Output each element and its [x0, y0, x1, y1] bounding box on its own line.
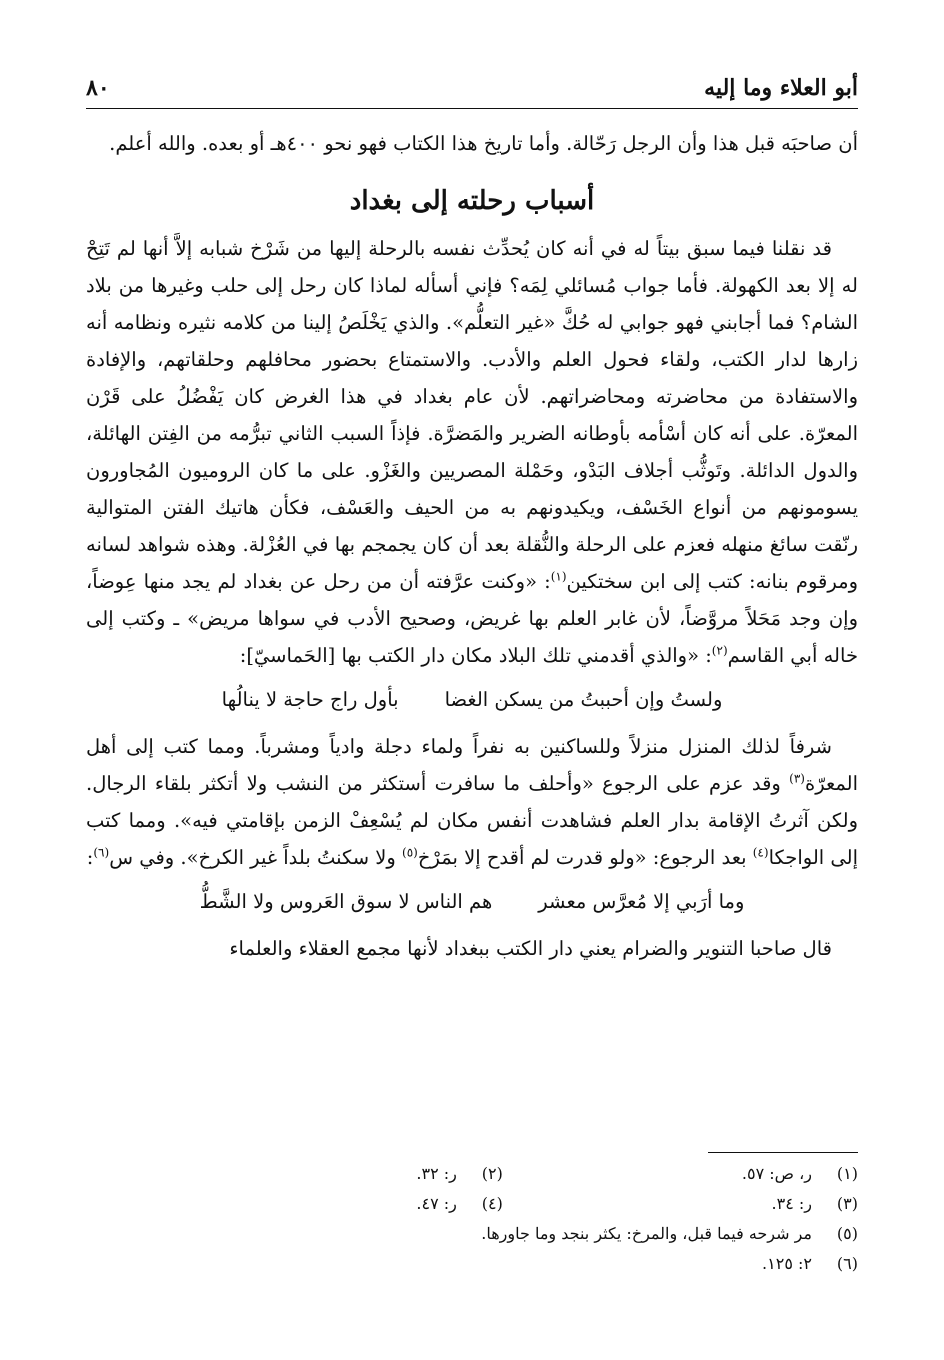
paragraph-causes	[86, 230, 858, 674]
footnote-number: (١)	[836, 1164, 858, 1183]
footnote-separator	[708, 1152, 858, 1153]
footnote-1	[503, 1159, 858, 1189]
footnote-4	[148, 1189, 503, 1219]
paragraph-letters-text-2: وقد عزم على الرجوع «وأحلف ما سافرت أستكثر من النشب ولا أتكثر بلقاء الرجال. ولكن آثرتُ الإقامة بدار العلم فشاهدت أنفس مكان لم يُسْعِفْ الزمن بإقامتي فيه». ومما كتب إلى الواجكا	[86, 772, 858, 869]
page-number: ٨٠	[86, 75, 110, 101]
footnote-number: (٣)	[836, 1194, 858, 1213]
footnote-6	[86, 1249, 858, 1279]
footnote-ref-5[interactable]: (٥)	[402, 845, 418, 860]
paragraph-causes-text-1: قد نقلنا فيما سبق بيتاً له في أنه كان يُحدِّث نفسه بالرحلة إليها من شَرْخ شبابه إلاَّ أنها لم تَتِحْ له إلا بعد الكهولة. فأما جواب مُسائلي لِمَه؟ فإني أسأله لماذا كان رحل إلى حلب وغيرها من بلاد الشام؟ فما أجابني فهو جوابي له حُكَّ «غير التعلُّم». والذي يَخْلَصُ إلينا من كلامه نثيره ونظامه أنه زارها لدار الكتب، ولقاء فحول العلم والأدب. والاستمتاع بحضور محافلهم وحلقاتهم، والإفادة والاستفادة من محاضرته ومحاضراتهم. لأن عام بغداد في هذا الغرض كان يَفْضُلُ على قَرْن المعرّة. على أنه كان أسْأمه بأوطانه الضرير والمَضرَّة. فإذاً السبب الثاني تبرُّمه من الفِتن الهائلة، والدول الدائلة. وتَوثُّب أجلاف البَدْو، وحَمْلة المصريين والغَزْو. على ما كان الروميون المُجاورون يسومونهم من أنواع الخَسْف، ويكيدونهم به من الحيف والعَسْف، فكأن هاتيك الفتن المتوالية رنّقت سائغ منهله فعزم على الرحلة والنُّقلة بعد أن كان يجمجم بها في العُزْلة. وهذه شواهد لسانه ومرقوم بنانه: كتب إلى ابن سختكين	[86, 237, 858, 593]
section-heading: أسباب رحلته إلى بغداد	[349, 186, 595, 216]
paragraph-closing: قال صاحبا التنوير والضرام يعني دار الكتب ببغداد لأنها مجمع العقلاء والعلماء	[229, 937, 832, 960]
paragraph-letters-text-4: ولا سكنتُ بلداً غير الكرخ». وفي س	[109, 846, 403, 869]
paragraph-letters	[86, 728, 858, 876]
footnote-row	[86, 1159, 858, 1189]
footnote-number: (٤)	[481, 1194, 503, 1213]
footnote-text: ٢: ١٢٥.	[762, 1254, 812, 1273]
paragraph-causes-text-2: : «وكنت عرَّفته أن من رحل عن بغداد لم يجد منها عِوضاً، وإن وجد مَحَلاً مروَّضاً، لأن غابر العلم بها غريض، وصحيح الأدب في سواها مريض» ـ وكتب إلى خاله أبي القاسم	[86, 570, 858, 667]
footnote-ref-1[interactable]: (١)	[550, 569, 567, 584]
footnote-text: مر شرحه فيما قبل، والمرخ: يكثر بنجد وما جاورها.	[481, 1224, 812, 1243]
verse-hamasi-first-hemistich: ولستُ وإن أحببتُ من يسكن الغضا	[444, 688, 723, 711]
footnote-text: ر: ٣٢.	[416, 1164, 457, 1183]
paragraph-causes-text-3: : «والذي أقدمني تلك البلاد مكان دار الكتب بها [الحَماسيّ]:	[239, 644, 712, 667]
paragraph-letters-text-5: :	[86, 846, 94, 869]
footnote-3	[503, 1189, 858, 1219]
paragraph-letters-text-3: بعد الرجوع: «ولو قدرت لم أقدح إلا بمَرْخ	[417, 846, 753, 869]
verse-karkh-second-hemistich: هم الناس لا سوق العَروس ولا الشَّطُّ	[199, 890, 493, 913]
footnote-row	[86, 1189, 858, 1219]
footnote-text: ر: ٤٧.	[416, 1194, 457, 1213]
footnote-number: (٢)	[481, 1164, 503, 1183]
footnote-number: (٥)	[836, 1224, 858, 1243]
footnote-text: ر، ص: ٥٧.	[741, 1164, 812, 1183]
verse-karkh-first-hemistich: وما أرَبي إلا مُعرَّس معشر	[538, 890, 745, 913]
verse-hamasi	[86, 680, 858, 720]
running-title: أبو العلاء وما إليه	[704, 75, 858, 101]
footnote-ref-6[interactable]: (٦)	[93, 845, 110, 860]
verse-karkh	[86, 882, 858, 922]
footnotes	[86, 1152, 858, 1279]
footnote-ref-3[interactable]: (٣)	[789, 771, 805, 786]
main-text	[86, 125, 858, 967]
footnote-2	[148, 1159, 503, 1189]
paragraph-letters-text-1: شرفاً لذلك المنزل منزلاً وللساكنين به نفراً ولماء دجلة وادياً ومشرباً. ومما كتب إلى أهل المعرّة	[86, 735, 858, 795]
footnote-text: ر: ٣٤.	[771, 1194, 812, 1213]
footnote-ref-4[interactable]: (٤)	[752, 845, 769, 860]
verse-hamasi-second-hemistich: بأول راج حاجة لا ينالُها	[221, 688, 399, 711]
footnote-number: (٦)	[836, 1254, 858, 1273]
page-header	[86, 68, 858, 109]
footnote-5	[86, 1219, 858, 1249]
intro-paragraph: أن صاحبَه قبل هذا وأن الرجل رَحّالة. وأما تاريخ هذا الكتاب فهو نحو ٤٠٠هـ أو بعده. والله أعلم.	[109, 132, 858, 155]
footnote-ref-2[interactable]: (٢)	[711, 643, 728, 658]
